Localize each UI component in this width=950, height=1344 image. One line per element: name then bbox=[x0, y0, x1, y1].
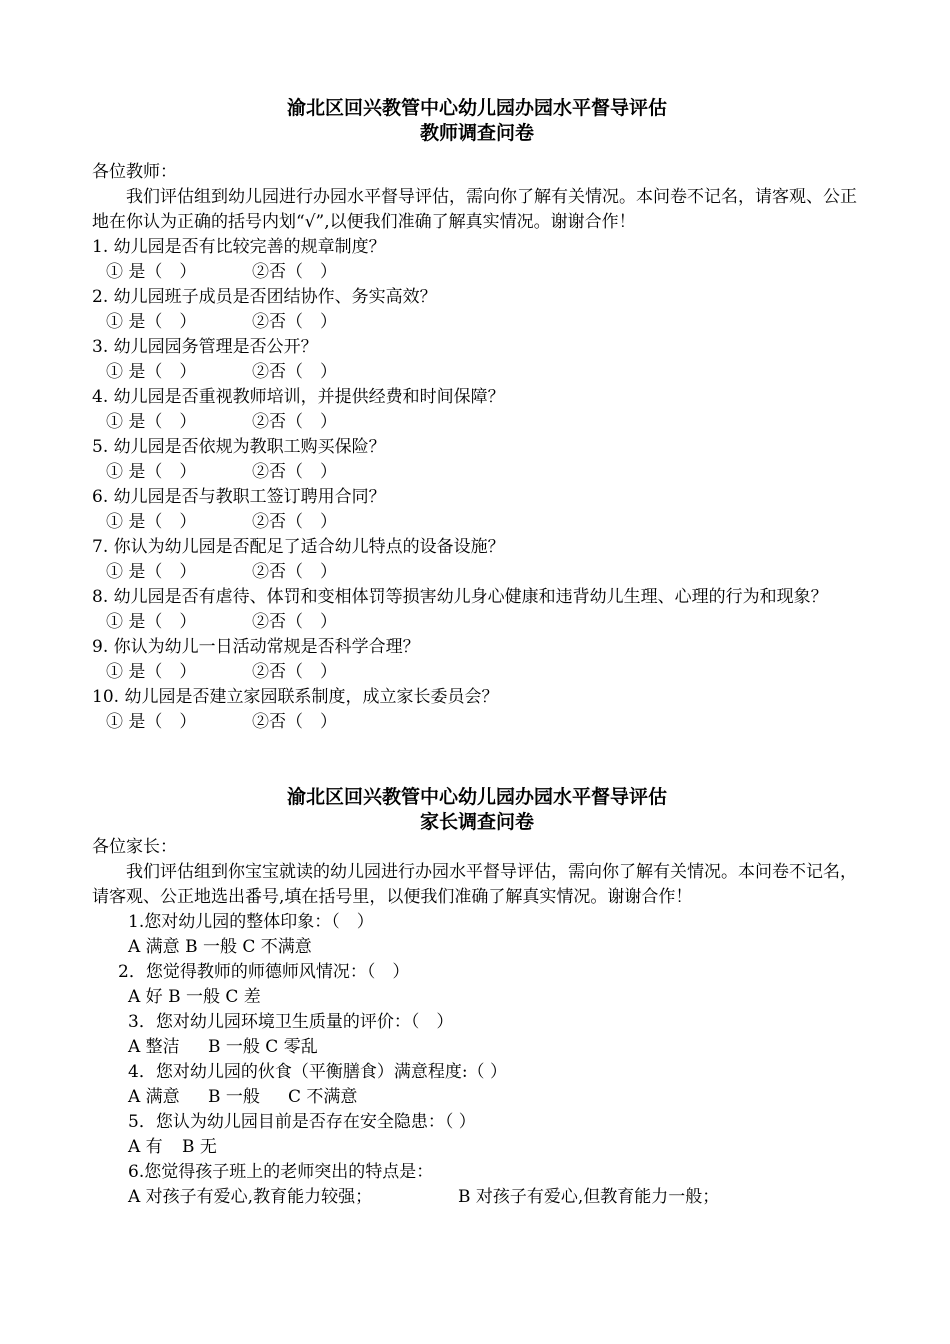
teacher-survey bbox=[92, 96, 862, 735]
question-item bbox=[92, 685, 862, 735]
option-no[interactable]: ②否（ ） bbox=[252, 412, 337, 432]
answer-b[interactable]: B 一般 C 零乱 bbox=[208, 1037, 318, 1057]
answer-options bbox=[92, 360, 862, 385]
teacher-survey-title-line1: 渝北区回兴教管中心幼儿园办园水平督导评估 bbox=[286, 97, 667, 119]
parent-question-5: 5．您认为幼儿园目前是否存在安全隐患：（ ） bbox=[128, 1112, 476, 1132]
question-item bbox=[92, 335, 862, 385]
option-yes[interactable]: ① 是（ ） bbox=[106, 362, 197, 382]
question-item bbox=[92, 385, 862, 435]
question-text: 5. 幼儿园是否依规为教职工购买保险？ bbox=[92, 437, 386, 457]
question-text: 2. 幼儿园班子成员是否团结协作、务实高效？ bbox=[92, 287, 437, 307]
question-item bbox=[92, 285, 862, 335]
option-yes[interactable]: ① 是（ ） bbox=[106, 712, 197, 732]
option-yes[interactable]: ① 是（ ） bbox=[106, 662, 197, 682]
answer-options bbox=[92, 460, 862, 485]
parent-answers-1[interactable]: A 满意 B 一般 C 不满意 bbox=[128, 937, 312, 957]
question-item bbox=[92, 485, 862, 535]
question-item bbox=[92, 635, 862, 685]
parent-greeting: 各位家长： bbox=[92, 837, 177, 857]
teacher-survey-title-line2: 教师调查问卷 bbox=[419, 122, 534, 144]
parent-answers-5 bbox=[92, 1135, 862, 1160]
answer-options bbox=[92, 510, 862, 535]
document-page bbox=[92, 96, 862, 1210]
option-no[interactable]: ②否（ ） bbox=[252, 312, 337, 332]
answer-options bbox=[92, 710, 862, 735]
option-yes[interactable]: ① 是（ ） bbox=[106, 562, 197, 582]
teacher-question-list bbox=[92, 235, 862, 735]
answer-a[interactable]: A 有 bbox=[128, 1137, 163, 1157]
answer-options bbox=[92, 260, 862, 285]
option-no[interactable]: ②否（ ） bbox=[252, 262, 337, 282]
parent-question-2: 2．您觉得教师的师德师风情况：（ ） bbox=[118, 962, 410, 982]
option-no[interactable]: ②否（ ） bbox=[252, 562, 337, 582]
answer-a[interactable]: A 对孩子有爱心,教育能力较强； bbox=[128, 1187, 373, 1207]
parent-intro: 我们评估组到你宝宝就读的幼儿园进行办园水平督导评估，需向你了解有关情况。本问卷不记名，请客观、公正地选出番号,填在括号里，以便我们准确了解真实情况。谢谢合作！ bbox=[92, 862, 857, 907]
option-yes[interactable]: ① 是（ ） bbox=[106, 312, 197, 332]
answer-options bbox=[92, 660, 862, 685]
parent-answers-4 bbox=[92, 1085, 862, 1110]
answer-options bbox=[92, 610, 862, 635]
question-text: 6. 幼儿园是否与教职工签订聘用合同？ bbox=[92, 487, 386, 507]
parent-question-6: 6.您觉得孩子班上的老师突出的特点是： bbox=[128, 1162, 434, 1182]
option-no[interactable]: ②否（ ） bbox=[252, 462, 337, 482]
parent-answers-3 bbox=[92, 1035, 862, 1060]
option-yes[interactable]: ① 是（ ） bbox=[106, 512, 197, 532]
question-text: 3. 幼儿园园务管理是否公开？ bbox=[92, 337, 318, 357]
option-no[interactable]: ②否（ ） bbox=[252, 512, 337, 532]
answer-options bbox=[92, 560, 862, 585]
option-yes[interactable]: ① 是（ ） bbox=[106, 262, 197, 282]
parent-answers-6 bbox=[92, 1185, 862, 1210]
question-text: 7. 你认为幼儿园是否配足了适合幼儿特点的设备设施？ bbox=[92, 537, 505, 557]
answer-b[interactable]: B 对孩子有爱心,但教育能力一般； bbox=[458, 1187, 720, 1207]
section-spacer bbox=[92, 735, 862, 785]
question-text: 9. 你认为幼儿一日活动常规是否科学合理？ bbox=[92, 637, 420, 657]
question-text: 4. 幼儿园是否重视教师培训，并提供经费和时间保障？ bbox=[92, 387, 505, 407]
answer-a[interactable]: A 满意 bbox=[128, 1087, 180, 1107]
option-no[interactable]: ②否（ ） bbox=[252, 712, 337, 732]
option-yes[interactable]: ① 是（ ） bbox=[106, 462, 197, 482]
option-no[interactable]: ②否（ ） bbox=[252, 662, 337, 682]
question-item bbox=[92, 435, 862, 485]
answer-options bbox=[92, 310, 862, 335]
option-no[interactable]: ②否（ ） bbox=[252, 612, 337, 632]
parent-answers-2[interactable]: A 好 B 一般 C 差 bbox=[128, 987, 261, 1007]
question-text: 1. 幼儿园是否有比较完善的规章制度？ bbox=[92, 237, 386, 257]
option-yes[interactable]: ① 是（ ） bbox=[106, 412, 197, 432]
parent-survey-title-line2: 家长调查问卷 bbox=[419, 811, 534, 833]
question-text: 10. 幼儿园是否建立家园联系制度，成立家长委员会？ bbox=[92, 687, 499, 707]
answer-b[interactable]: B 一般 bbox=[208, 1087, 260, 1107]
question-item bbox=[92, 585, 862, 635]
teacher-greeting: 各位教师： bbox=[92, 162, 177, 182]
parent-survey bbox=[92, 785, 862, 1210]
parent-question-3: 3．您对幼儿园环境卫生质量的评价：（ ） bbox=[128, 1012, 454, 1032]
spacer bbox=[92, 146, 862, 160]
answer-c[interactable]: C 不满意 bbox=[288, 1087, 358, 1107]
option-no[interactable]: ②否（ ） bbox=[252, 362, 337, 382]
teacher-intro: 我们评估组到幼儿园进行办园水平督导评估，需向你了解有关情况。本问卷不记名，请客观、公正地在你认为正确的括号内划“√”,以便我们准确了解真实情况。谢谢合作！ bbox=[92, 187, 857, 232]
answer-options bbox=[92, 410, 862, 435]
answer-b[interactable]: B 无 bbox=[182, 1137, 217, 1157]
question-item bbox=[92, 535, 862, 585]
answer-a[interactable]: A 整洁 bbox=[128, 1037, 180, 1057]
question-text: 8. 幼儿园是否有虐待、体罚和变相体罚等损害幼儿身心健康和违背幼儿生理、心理的行为和现象？ bbox=[92, 587, 828, 607]
parent-question-1: 1.您对幼儿园的整体印象：（ ） bbox=[128, 912, 374, 932]
question-item bbox=[92, 235, 862, 285]
option-yes[interactable]: ① 是（ ） bbox=[106, 612, 197, 632]
parent-question-4: 4．您对幼儿园的伙食（平衡膳食）满意程度:（ ） bbox=[128, 1062, 507, 1082]
parent-survey-title-line1: 渝北区回兴教管中心幼儿园办园水平督导评估 bbox=[286, 786, 667, 808]
